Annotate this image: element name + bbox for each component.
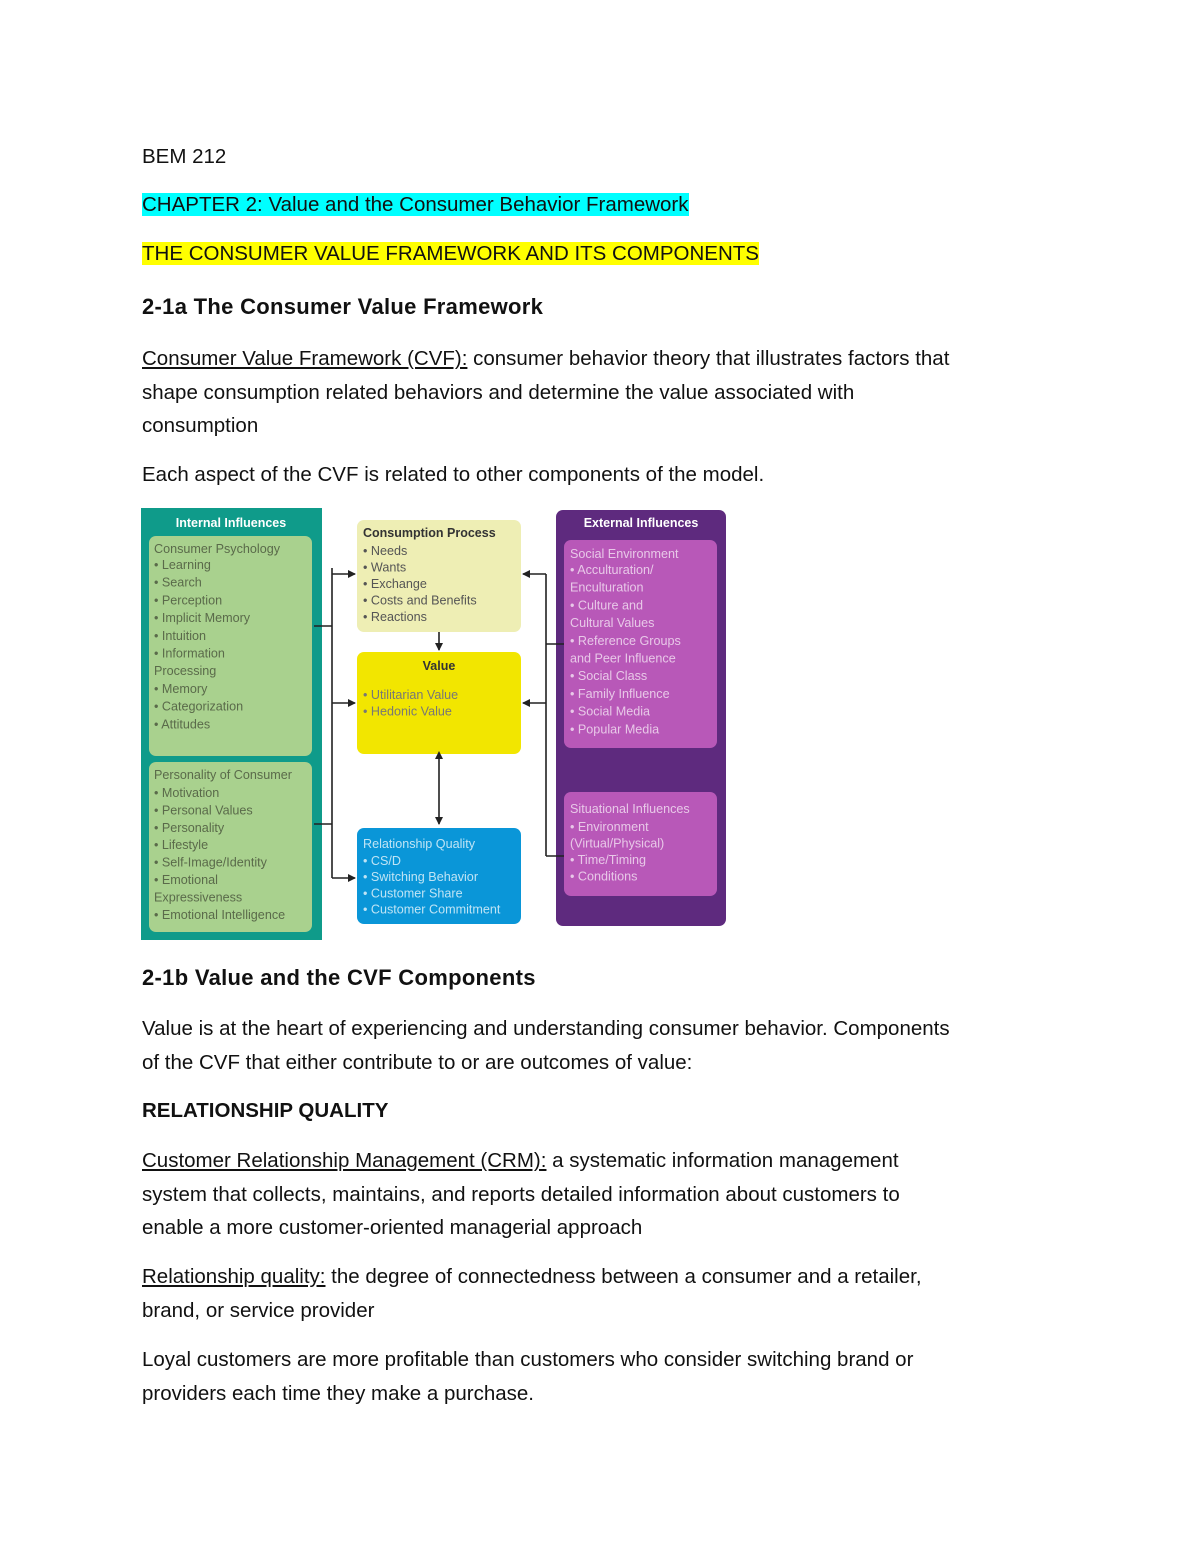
crm-line3: enable a more customer-oriented managerial approach (142, 1216, 643, 1239)
cons-item: • Exchange (363, 577, 427, 591)
sit-item: • Conditions (570, 869, 638, 884)
crm-line1: a systematic information management (546, 1149, 899, 1172)
psych-item: Processing (154, 664, 217, 679)
internal-influences-title: Internal Influences (175, 516, 287, 530)
sit-item: (Virtual/Physical) (570, 836, 665, 851)
rq-line2: brand, or service provider (142, 1298, 375, 1322)
consumption-process-title: Consumption Process (363, 526, 496, 540)
pers-item: • Emotional (154, 873, 218, 887)
value-title: Value (422, 659, 456, 673)
psych-item: • Intuition (154, 628, 207, 643)
loyal-line1: Loyal customers are more profitable than customers who consider switching brand or (142, 1348, 914, 1371)
value-item: • Hedonic Value (363, 704, 452, 719)
relationship-quality-heading: RELATIONSHIP QUALITY (142, 1099, 389, 1122)
crm-line2: system that collects, maintains, and reports detailed information about customers to (142, 1182, 900, 1206)
rq-term: Relationship quality: (142, 1265, 326, 1288)
cvf-diagram (141, 508, 731, 940)
sit-item: • Time/Timing (570, 853, 647, 867)
social-item: Enculturation (570, 580, 644, 595)
social-item: • Popular Media (570, 722, 660, 737)
cons-item: • Costs and Benefits (363, 593, 477, 608)
psych-item: • Implicit Memory (154, 611, 251, 626)
chapter-title (142, 188, 689, 221)
section-banner (142, 237, 759, 270)
cvf-definition (142, 342, 1062, 443)
pers-item: • Lifestyle (154, 838, 209, 853)
cvf-note: Each aspect of the CVF is related to other components of the model. (142, 463, 765, 486)
cvf-def-line1: consumer behavior theory that illustrates factors that (467, 347, 950, 370)
value-line2: of the CVF that either contribute to or are outcomes of value: (142, 1050, 693, 1074)
rq-line1: the degree of connectedness between a consumer and a retailer, (325, 1265, 922, 1288)
cvf-def-line3: consumption (142, 414, 259, 437)
psych-item: • Categorization (154, 699, 244, 714)
crm-term: Customer Relationship Management (CRM): (142, 1149, 547, 1172)
social-item: • Reference Groups (570, 633, 681, 648)
pers-item: Expressiveness (154, 890, 243, 905)
pers-item: • Personal Values (154, 803, 253, 818)
psych-item: • Attitudes (154, 717, 211, 732)
social-item: • Social Media (570, 704, 651, 719)
pers-item: • Motivation (154, 786, 220, 800)
sit-item: • Environment (570, 820, 649, 834)
rel-item: • Customer Commitment (363, 902, 501, 917)
course-code: BEM 212 (142, 145, 227, 168)
value-item: • Utilitarian Value (363, 688, 459, 702)
heading-2-1b: 2-1b Value and the CVF Components (142, 965, 536, 990)
section-banner-text: THE CONSUMER VALUE FRAMEWORK AND ITS COMPONENTS (142, 242, 759, 265)
cvf-def-line2: shape consumption related behaviors and determine the value associated with (142, 380, 855, 404)
cons-item: • Wants (363, 560, 407, 575)
social-item: and Peer Influence (570, 651, 676, 666)
psych-item: • Perception (154, 593, 223, 608)
chapter-title-text: CHAPTER 2: Value and the Consumer Behavior Framework (142, 193, 689, 216)
heading-2-1a: 2-1a The Consumer Value Framework (142, 294, 544, 319)
relationship-quality-definition (142, 1260, 1062, 1327)
personality-title: Personality of Consumer (154, 768, 292, 782)
value-line1: Value is at the heart of experiencing and understanding consumer behavior. Components (142, 1017, 950, 1040)
rel-item: • Customer Share (363, 886, 463, 901)
social-item: • Family Influence (570, 686, 670, 701)
cvf-term: Consumer Value Framework (CVF): (142, 347, 468, 370)
social-item: • Acculturation/ (570, 563, 654, 577)
cvf-diagram-svg (141, 508, 731, 940)
psych-item: • Learning (154, 558, 211, 572)
psych-item: • Memory (154, 681, 208, 696)
social-item: Cultural Values (570, 616, 655, 631)
rel-item: • CS/D (363, 854, 401, 868)
social-item: • Culture and (570, 598, 644, 613)
situational-influences-title: Situational Influences (570, 802, 690, 816)
pers-item: • Emotional Intelligence (154, 907, 286, 922)
cons-item: • Needs (363, 544, 408, 558)
relationship-quality-title: Relationship Quality (363, 837, 476, 851)
crm-definition (142, 1144, 1062, 1245)
value-paragraph (142, 1012, 1062, 1079)
social-environment-title: Social Environment (570, 547, 679, 561)
loyal-customers-paragraph (142, 1343, 1062, 1410)
psych-item: • Search (154, 575, 202, 590)
rel-item: • Switching Behavior (363, 870, 479, 885)
pers-item: • Self-Image/Identity (154, 855, 267, 870)
consumer-psychology-title: Consumer Psychology (154, 542, 280, 556)
external-influences-title: External Influences (583, 516, 699, 530)
social-item: • Social Class (570, 669, 648, 684)
psych-item: • Information (154, 646, 225, 661)
cons-item: • Reactions (363, 610, 427, 624)
loyal-line2: providers each time they make a purchase. (142, 1381, 534, 1405)
pers-item: • Personality (154, 820, 225, 835)
